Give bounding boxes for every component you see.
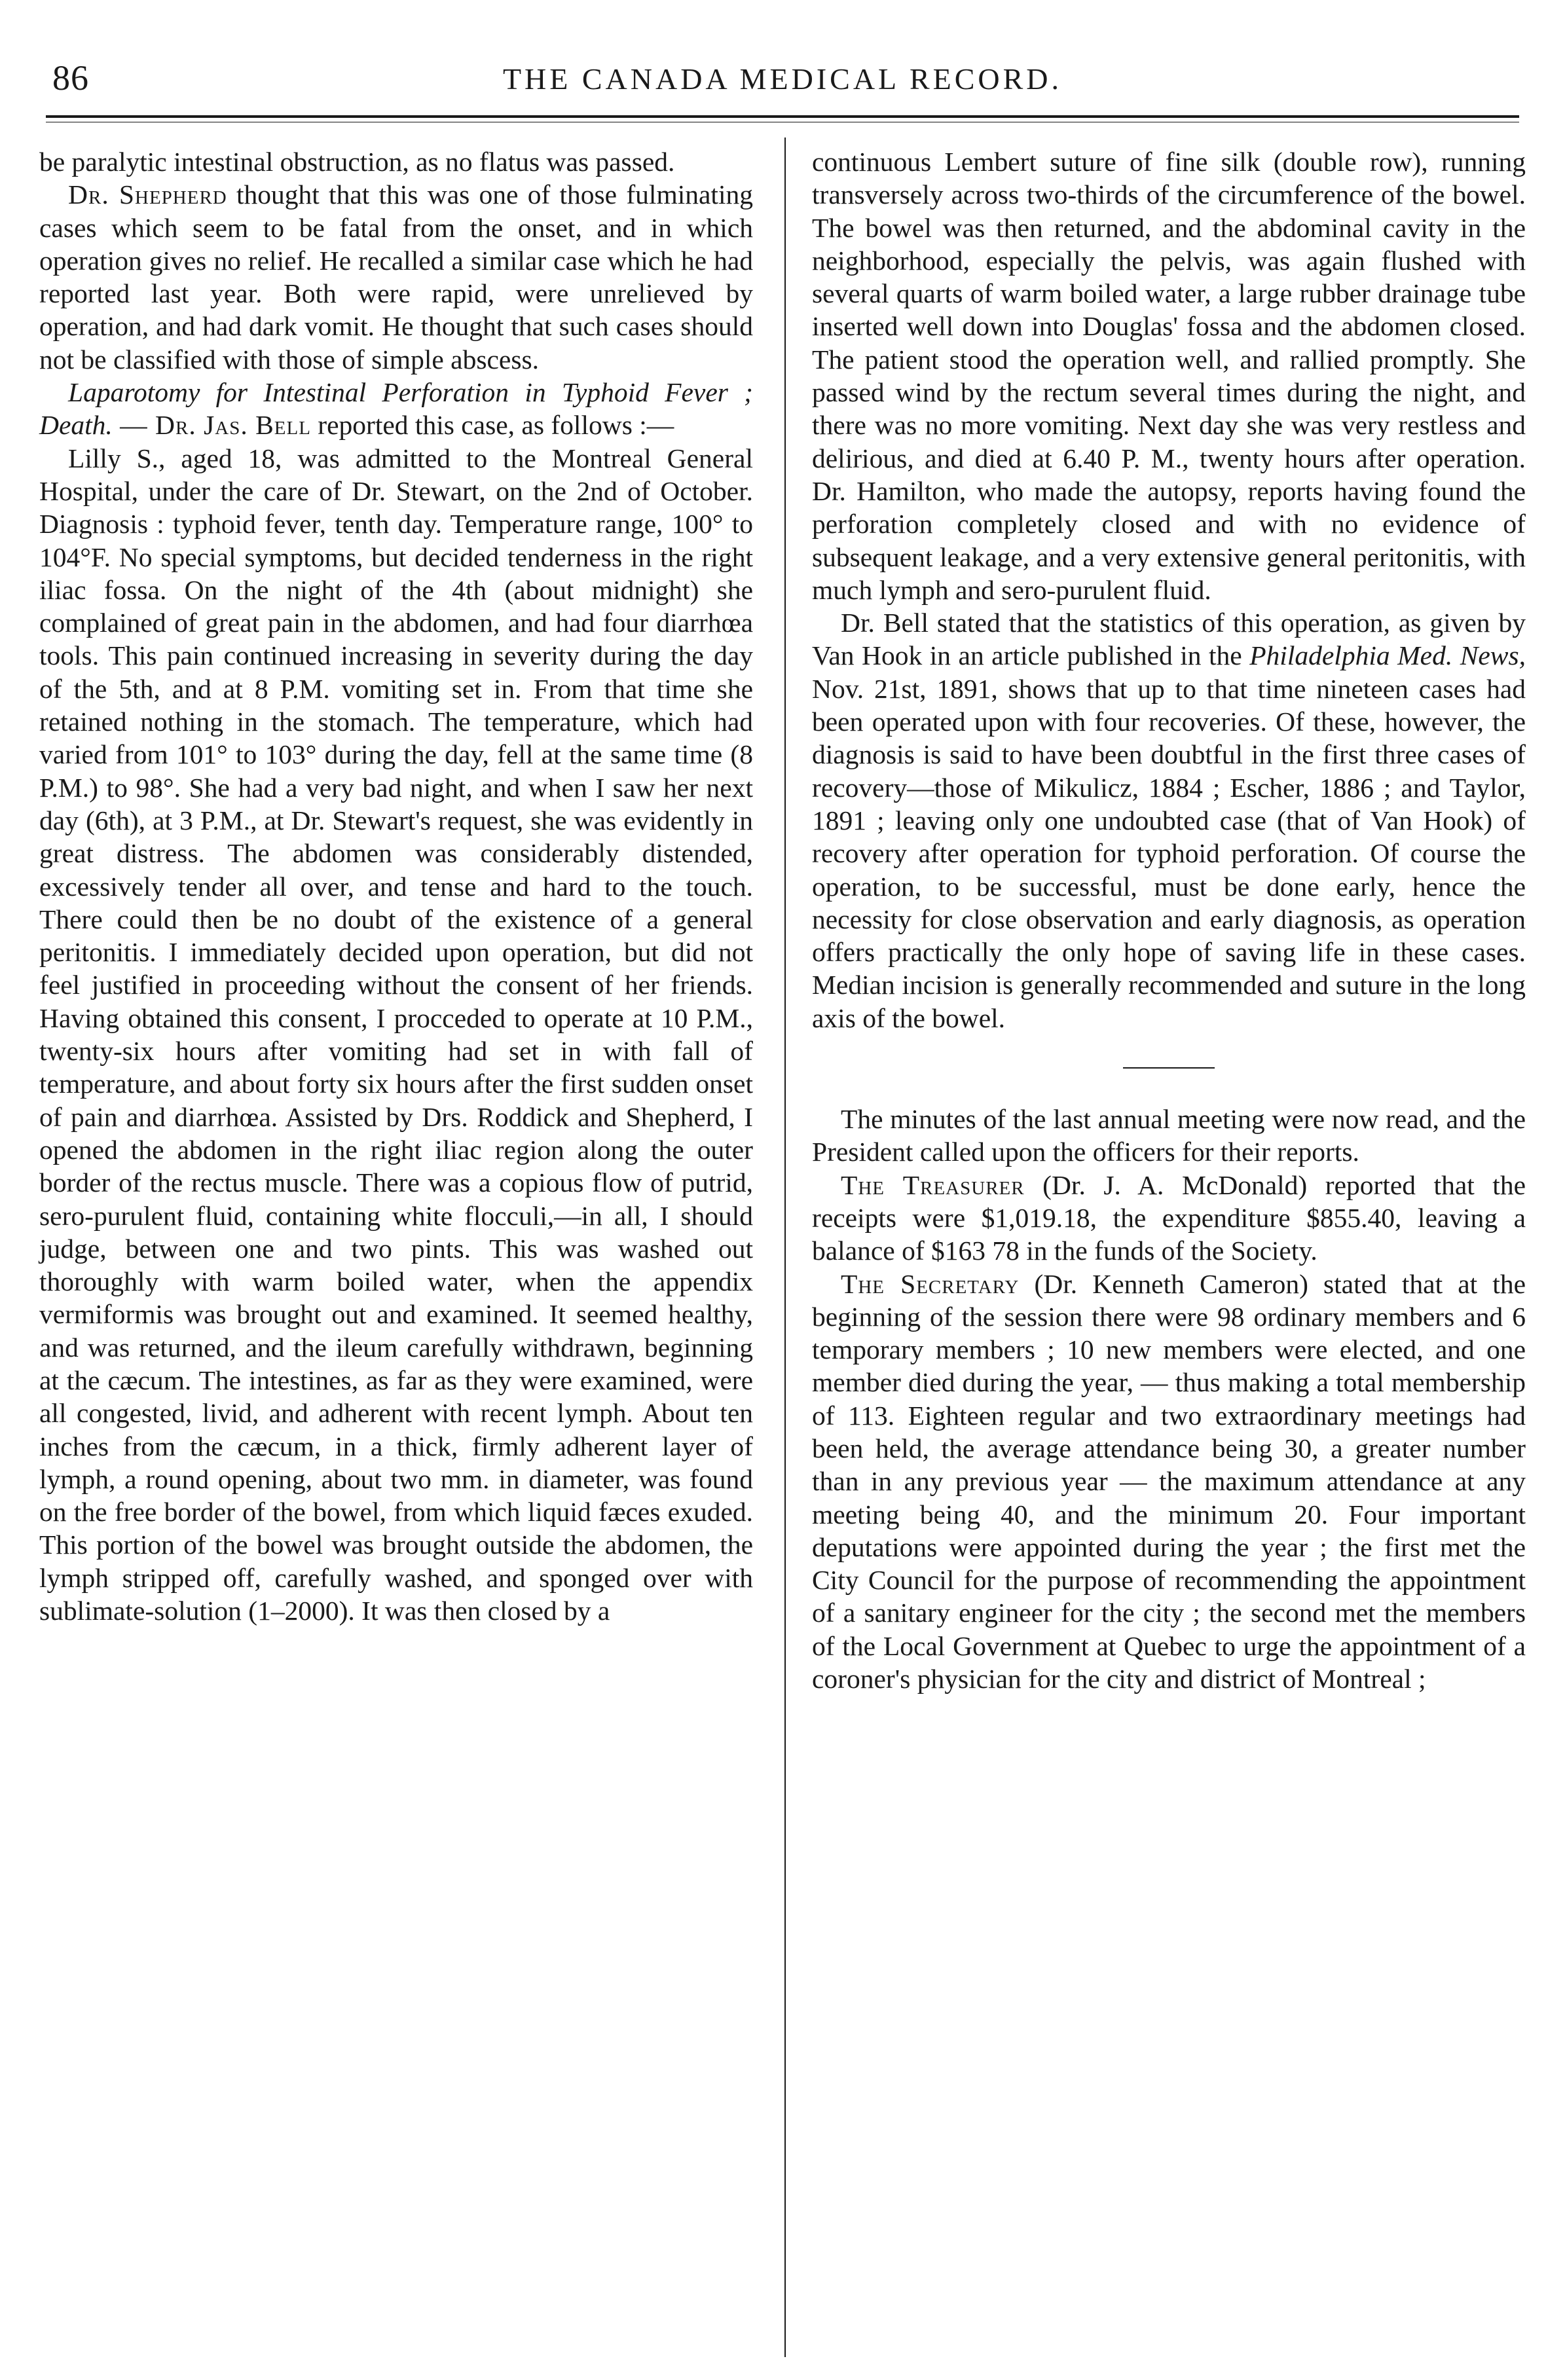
author-name: — Dr. Jas. Bell [112,410,311,441]
paragraph-statistics [812,606,1526,1034]
paragraph-text: (Dr. J. A. McDonald) reported that the receipts were $1,019.18, the expenditure $855.40, leaving a balance of $163 78 in the funds of the Society. [812,1169,1526,1266]
paragraph-text: The minutes of the last annual meeting were now read, and the President called upon the officers for their reports. [812,1104,1526,1167]
paragraph-text: reported this case, as follows :— [310,410,674,441]
officer-title: The Treasurer [841,1169,1025,1200]
page-header [46,58,1519,103]
paragraph-text: (Dr. Kenneth Cameron) stated that at the beginning of the session there were 98 ordinary members and 6 temporary members ; 10 new members were elected, and one member died during the year, — thus making a total membership of 113. Eighteen regular and two extraordinary meetings had been held, the average attendance being 30, a greater number than in any previous year — the maximum attendance at any meeting being 40, and the minimum 20. Four important deputations were appointed during the year ; the first met the City Council for the purpose of recommending the appointment of a sanitary engineer for the city ; the second met the members of the Local Government at Quebec to urge the appointment of a coroner's physician for the city and district of Montreal ; [812,1268,1526,1694]
journal-reference: Philadelphia Med. News, [1249,640,1526,671]
paragraph-minutes [812,1103,1526,1169]
paragraph-text: Lilly S., aged 18, was admitted to the Montreal General Hospital, under the care of Dr. Stewart, on the 2nd of October. Diagnosis : typhoid fever, tenth day. Temperature range, 100° to 104°F. No special symptoms, but decided tenderness in the right iliac fossa. On the night of the 4th (about midnight) she complained of great pain in the abdomen, and had four diarrhœa tools. This pain continued increasing in severity during the day of the 5th, and at 8 P.M. vomiting set in. From that time she retained nothing in the stomach. The temperature, which had varied from 101° to 103° during the day, fell at the same time (8 P.M.) to 98°. She had a very bad night, and when I saw her next day (6th), at 3 P.M., at Dr. Stewart's request, she was evidently in great distress. The abdomen was considerably distended, excessively tender all over, and tense and hard to the touch. There could then be no doubt of the existence of a general peritonitis. I immediately decided upon operation, but did not feel justified in proceeding without the consent of her friends. Having obtained this consent, I procceded to operate at 10 P.M., twenty-six hours after vomiting had set in with fall of temperature, and about forty six hours after the first sudden onset of pain and diarrhœa. Assisted by Drs. Roddick and Shepherd, I opened the abdomen in the right iliac region along the outer border of the rectus muscle. There was a copious flow of putrid, sero-purulent fluid, containing white flocculi,—in all, I should judge, between one and two pints. This was washed out thoroughly with warm boiled water, when the appendix vermiformis was brought out and examined. It seemed healthy, and was returned, and the ileum carefully withdrawn, beginning at the cæcum. The intestines, as far as they were examined, were all congested, livid, and adherent with recent lymph. About ten inches from the cæcum, in a thick, firmly adherent layer of lymph, a round opening, about two mm. in diameter, was found on the free border of the bowel, from which liquid fæces exuded. This portion of the bowel was brought outside the abdomen, the lymph stripped off, carefully washed, and sponged over with sublimate-solution (1–2000). It was then closed by a [39,443,753,1626]
journal-title: THE CANADA MEDICAL RECORD. [502,62,1063,96]
paragraph-text: Nov. 21st, 1891, shows that up to that time nineteen cases had been operated upon with four recoveries. Of these, however, the diagnosis is said to have been doubtful in the first three cases of recovery—those of Mikulicz, 1884 ; Escher, 1886 ; and Taylor, 1891 ; leaving only one undoubted case (that of Van Hook) of recovery after operation for typhoid perforation. Of course the operation, to be successful, must be done early, hence the necessity for close observation and early diagnosis, as operation offers practically the only hope of saving life in these cases. Median incision is generally recommended and suture in the long axis of the bowel. [812,673,1526,1033]
column-divider [784,137,786,2357]
paragraph-treasurer [812,1169,1526,1268]
paragraph-secretary [812,1268,1526,1696]
paragraph-text: Dr. Bell stated that the statistics of this operation, as given by Van Hook in an article published in the [812,608,1526,671]
page-number: 86 [52,58,89,98]
paragraph-obstruction [39,145,753,178]
paragraph-text: be paralytic intestinal obstruction, as no flatus was passed. [39,147,675,177]
paragraph-operation-continued [812,145,1526,606]
paragraph-case-heading [39,376,753,442]
case-title: Laparotomy for Intestinal Perforation in Typhoid Fever ; Death. [39,377,753,441]
section-divider [1123,1067,1215,1069]
left-column [39,145,753,1627]
paragraph-case-report [39,442,753,1628]
paragraph-shepherd [39,178,753,376]
right-column [812,145,1526,1695]
paragraph-text: thought that this was one of those fulminating cases which seem to be fatal from the onset, and in which operation gives no relief. He recalled a similar case which he had reported last year. Both were rapid, were unrelieved by operation, and had dark vomit. He thought that such cases should not be classified with those of simple abscess. [39,179,753,375]
paragraph-text: continuous Lembert suture of fine silk (double row), running transversely across two-thirds of the circumference of the bowel. The bowel was then returned, and the abdominal cavity in the neighborhood, especially the pelvis, was again flushed with several quarts of warm boiled water, a large rubber drainage tube inserted well down into Douglas' fossa and the abdomen closed. The patient stood the operation well, and rallied promptly. She passed wind by the rectum several times during the night, and there was no more vomiting. Next day she was very restless and delirious, and died at 6.40 P. M., twenty hours after operation. Dr. Hamilton, who made the autopsy, reports having found the perforation completely closed and with no evidence of subsequent leakage, and a very extensive general peritonitis, with much lymph and sero-purulent fluid. [812,147,1526,605]
speaker-name: Dr. Shepherd [68,179,227,210]
officer-title: The Secretary [841,1268,1020,1299]
header-rule [46,115,1519,118]
